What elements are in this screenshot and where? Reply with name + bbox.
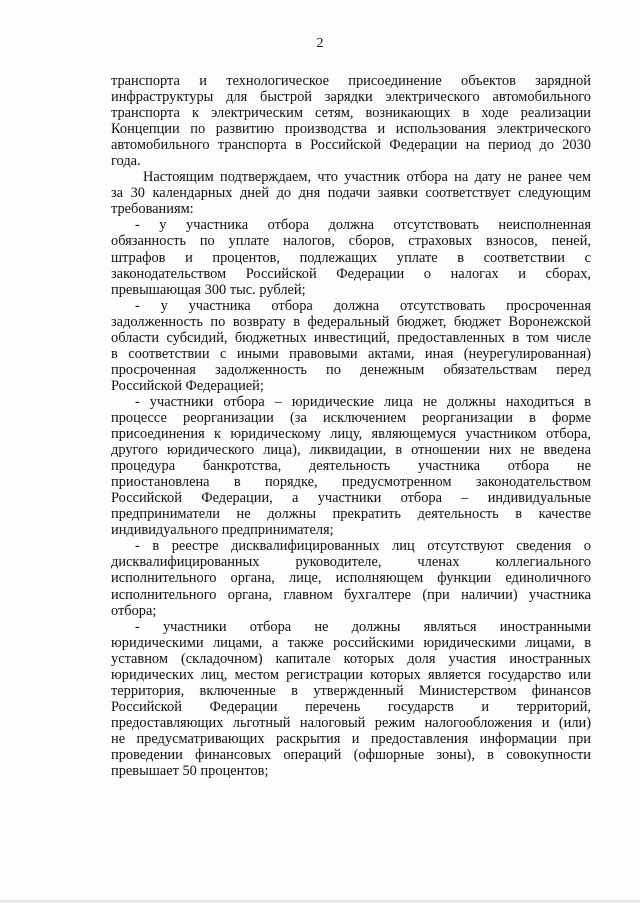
text-line: - участники отбора не должны являться иностранными xyxy=(135,618,591,635)
text-line: области субсидий, бюджетных инвестиций, предоставленных в том числе xyxy=(111,329,591,346)
text-line: превышает 50 процентов; xyxy=(111,763,269,780)
text-line: исполнительного органа, главном бухгалтере (при наличии) участника xyxy=(111,586,591,603)
text-line: Настоящим подтверждаем, что участник отбора на дату не ранее чем xyxy=(143,169,591,186)
text-line: юридическими лицами, а также российскими юридическими лицами, в xyxy=(111,634,591,651)
text-line: в соответствии с иными правовыми актами, иная (неурегулированная) xyxy=(111,345,591,362)
text-line: Российской Федерации, а участники отбора – индивидуальные xyxy=(111,490,591,507)
text-line: территория, включенные в утвержденный Министерством финансов xyxy=(111,682,591,699)
text-line: обязанность по уплате налогов, сборов, страховых взносов, пеней, xyxy=(111,233,591,250)
text-line: предприниматели не должны прекратить деятельность в качестве xyxy=(111,506,591,523)
text-line: присоединения к юридическому лицу, являющемуся участником отбора, xyxy=(111,426,591,443)
text-line: автомобильного транспорта в Российской Федерации на период до 2030 xyxy=(111,137,591,154)
text-line: - у участника отбора должна отсутствовать просроченная xyxy=(135,297,591,314)
text-line: Концепции по развитию производства и использования электрического xyxy=(111,121,591,138)
text-line: индивидуального предпринимателя; xyxy=(111,522,334,539)
text-line: года. xyxy=(111,153,141,170)
text-line: штрафов и процентов, подлежащих уплате в соответствии с xyxy=(111,249,591,266)
text-line: не предусматривающих раскрытия и предоставления информации при xyxy=(111,730,591,747)
text-line: процессе реорганизации (за исключением реорганизации в форме xyxy=(111,409,591,426)
text-line: приостановлена в порядке, предусмотренном законодательством xyxy=(111,474,591,491)
text-line: инфраструктуры для быстрой зарядки электрического автомобильного xyxy=(111,89,591,106)
text-line: за 30 календарных дней до дня подачи заявки соответствует следующим xyxy=(111,185,591,202)
page-number: 2 xyxy=(316,36,324,51)
text-line: процедура банкротства, деятельность участника отбора не xyxy=(111,458,591,475)
text-line: задолженность по возврату в федеральный бюджет, бюджет Воронежской xyxy=(111,313,591,330)
text-line: транспорта к электрическим сетям, возникающих в ходе реализации xyxy=(111,105,591,122)
text-line: юридических лиц, местом регистрации которых является государство или xyxy=(111,666,591,683)
text-line: другого юридического лица), ликвидации, в отношении них не введена xyxy=(111,442,591,459)
text-line: требованиям: xyxy=(111,201,194,218)
text-line: дисквалифицированных руководителе, членах коллегиального xyxy=(111,554,591,571)
text-line: отбора; xyxy=(111,602,157,619)
text-line: Российской Федерацией; xyxy=(111,377,264,394)
text-line: - у участника отбора должна отсутствовать неисполненная xyxy=(135,217,591,234)
document-body xyxy=(111,73,591,779)
text-line: превышающая 300 тыс. рублей; xyxy=(111,281,306,298)
text-line: - участники отбора – юридические лица не должны находиться в xyxy=(135,393,591,410)
text-line: Российской Федерации перечень государств и территорий, xyxy=(111,698,591,715)
text-line: предоставляющих льготный налоговый режим налогообложения и (или) xyxy=(111,714,591,731)
text-line: проведении финансовых операций (офшорные зоны), в совокупности xyxy=(111,746,591,763)
text-line: транспорта и технологическое присоединение объектов зарядной xyxy=(111,73,591,89)
text-line: законодательством Российской Федерации о налогах и сборах, xyxy=(111,265,591,282)
text-line: - в реестре дисквалифицированных лиц отсутствуют сведения о xyxy=(135,538,591,555)
text-line: исполнительного органа, лице, исполняющем функции единоличного xyxy=(111,570,591,587)
text-line: просроченная задолженность по денежным обязательствам перед xyxy=(111,361,591,378)
text-line: уставном (складочном) капитале которых доля участия иностранных xyxy=(111,650,591,667)
